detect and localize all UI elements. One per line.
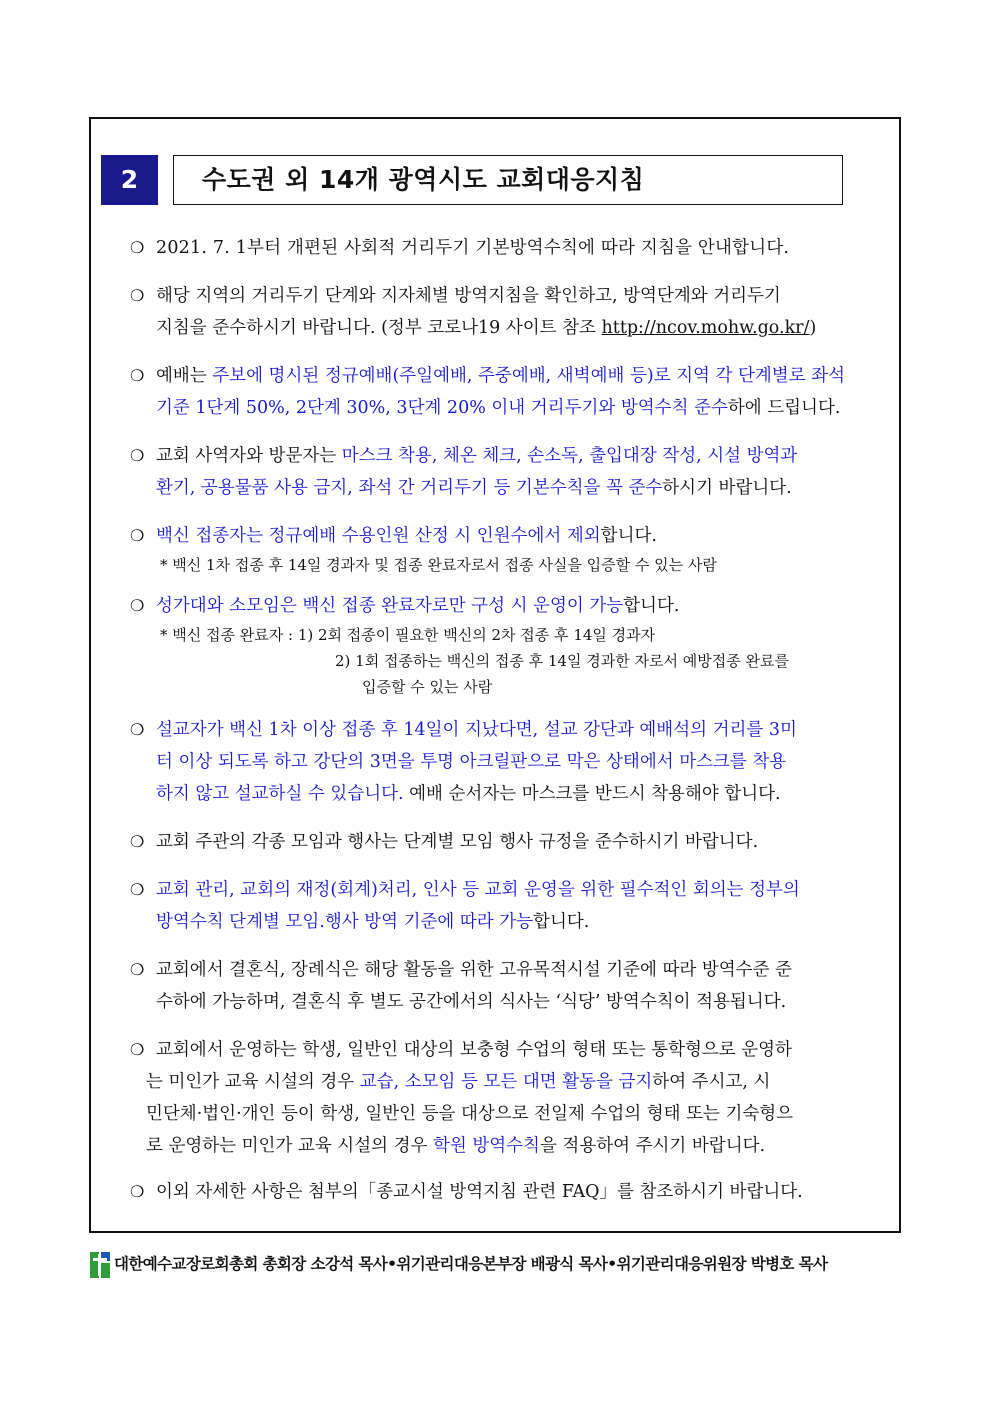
bullet-icon: ❍ <box>130 526 145 545</box>
footer <box>90 1249 905 1279</box>
list-item <box>130 360 895 424</box>
item-highlight: 교습, 소모임 등 모든 대면 활동을 금지 <box>359 1072 653 1092</box>
item-text: 합니다. <box>533 912 590 932</box>
item-note: * 백신 1차 접종 후 14일 경과자 및 접종 완료자로서 접종 사실을 입증할 수 있는 사람 <box>160 556 717 574</box>
item-text: 이외 자세한 사항은 첨부의「종교시설 방역지침 관련 FAQ」를 참조하시기 바랍니다. <box>156 1182 803 1202</box>
item-text: 교회에서 결혼식, 장례식은 해당 활동을 위한 고유목적시설 기준에 따라 방역수준 준 <box>156 960 792 980</box>
item-text: 예배 순서자는 마스크를 반드시 착용해야 합니다. <box>403 784 781 804</box>
bullet-icon: ❍ <box>130 1040 145 1059</box>
item-highlight: 방역수칙 단계별 모임.행사 방역 기준에 따라 가능 <box>156 912 534 932</box>
list-item <box>130 714 895 810</box>
item-text: ) <box>809 318 817 338</box>
list-item <box>130 590 895 700</box>
item-text: 하시기 바랍니다. <box>662 478 792 498</box>
item-text: 지침을 준수하시기 바랍니다. (정부 코로나19 사이트 참조 <box>156 318 602 338</box>
item-highlight: 주보에 명시된 정규예배(주일예배, 주중예배, 새벽예배 등)로 지역 각 단계별로 좌석 <box>212 366 845 386</box>
section-number: 2 <box>101 155 158 205</box>
bullet-icon: ❍ <box>130 960 145 979</box>
bullet-icon: ❍ <box>130 720 145 739</box>
bullet-icon: ❍ <box>130 366 145 385</box>
item-text: 민단체·법인·개인 등이 학생, 일반인 등을 대상으로 전일제 수업의 형태 또는 기숙형으 <box>146 1104 794 1124</box>
item-highlight: 하지 않고 설교하실 수 있습니다. <box>156 784 404 804</box>
bullet-icon: ❍ <box>130 1182 145 1201</box>
item-highlight: 교회 관리, 교회의 재정(회계)처리, 인사 등 교회 운영을 위한 필수적인 회의는 정부의 <box>156 880 800 900</box>
item-text: 교회 주관의 각종 모임과 행사는 단계별 모임 행사 규정을 준수하시기 바랍니다. <box>156 832 759 852</box>
bullet-icon: ❍ <box>130 286 145 305</box>
item-highlight: 기준 1단계 50%, 2단계 30%, 3단계 20% 이내 거리두기와 방역수칙 준수 <box>156 398 728 418</box>
list-item <box>130 954 895 1018</box>
bullet-icon: ❍ <box>130 238 145 257</box>
section-title: 수도권 외 14개 광역시도 교회대응지침 <box>173 155 843 205</box>
bullet-icon: ❍ <box>130 596 145 615</box>
list-item <box>130 440 895 504</box>
guideline-list <box>130 232 895 1208</box>
item-highlight: 백신 접종자는 정규예배 수용인원 산정 시 인원수에서 제외 <box>156 526 601 546</box>
list-item <box>130 520 895 578</box>
item-text: 수하에 가능하며, 결혼식 후 별도 공간에서의 식사는 ‘식당’ 방역수칙이 적용됩니다. <box>156 992 787 1012</box>
item-text: 예배는 <box>156 366 213 386</box>
item-note: 입증할 수 있는 사람 <box>362 678 493 696</box>
footer-text: 대한예수교장로회총회 총회장 소강석 목사•위기관리대응본부장 배광식 목사•위기관리대응위원장 박병호 목사 <box>114 1255 828 1273</box>
bullet-icon: ❍ <box>130 880 145 899</box>
item-highlight: 설교자가 백신 1차 이상 접종 후 14일이 지났다면, 설교 강단과 예배석의 거리를 3미 <box>156 720 797 740</box>
item-text: 로 운영하는 미인가 교육 시설의 경우 <box>146 1136 433 1156</box>
item-highlight: 환기, 공용물품 사용 금지, 좌석 간 거리두기 등 기본수칙을 꼭 준수 <box>156 478 663 498</box>
item-note: 2) 1회 접종하는 백신의 접종 후 14일 경과한 자로서 예방접종 완료를 <box>335 652 789 670</box>
item-text: 2021. 7. 1부터 개편된 사회적 거리두기 기본방역수칙에 따라 지침을 안내합니다. <box>156 238 790 258</box>
item-text: 는 미인가 교육 시설의 경우 <box>146 1072 360 1092</box>
list-item <box>130 232 895 264</box>
bullet-icon: ❍ <box>130 446 145 465</box>
list-item <box>130 1176 895 1208</box>
ncov-link[interactable]: http://ncov.mohw.go.kr/ <box>601 318 810 338</box>
bullet-icon: ❍ <box>130 832 145 851</box>
item-text: 합니다. <box>623 596 680 616</box>
item-text: 해당 지역의 거리두기 단계와 지자체별 방역지침을 확인하고, 방역단계와 거리두기 <box>156 286 781 306</box>
item-highlight: 성가대와 소모임은 백신 접종 완료자로만 구성 시 운영이 가능 <box>156 596 624 616</box>
list-item <box>130 1034 895 1162</box>
item-text: 교회 사역자와 방문자는 <box>156 446 342 466</box>
list-item <box>130 874 895 938</box>
item-highlight: 터 이상 되도록 하고 강단의 3면을 투명 아크릴판으로 막은 상태에서 마스크를 착용 <box>156 752 787 772</box>
item-highlight: 마스크 착용, 체온 체크, 손소독, 출입대장 작성, 시설 방역과 <box>341 446 798 466</box>
church-logo-icon <box>90 1252 110 1278</box>
item-note: * 백신 접종 완료자 : 1) 2회 접종이 필요한 백신의 2차 접종 후 14일 경과자 <box>160 626 656 644</box>
item-text: 하에 드립니다. <box>727 398 841 418</box>
item-text: 합니다. <box>600 526 657 546</box>
list-item <box>130 280 895 344</box>
item-text: 을 적용하여 주시기 바랍니다. <box>539 1136 766 1156</box>
item-text: 교회에서 운영하는 학생, 일반인 대상의 보충형 수업의 형태 또는 통학형으로 운영하 <box>156 1040 792 1060</box>
item-highlight: 학원 방역수칙 <box>432 1136 540 1156</box>
item-text: 하여 주시고, 시 <box>652 1072 771 1092</box>
list-item <box>130 826 895 858</box>
